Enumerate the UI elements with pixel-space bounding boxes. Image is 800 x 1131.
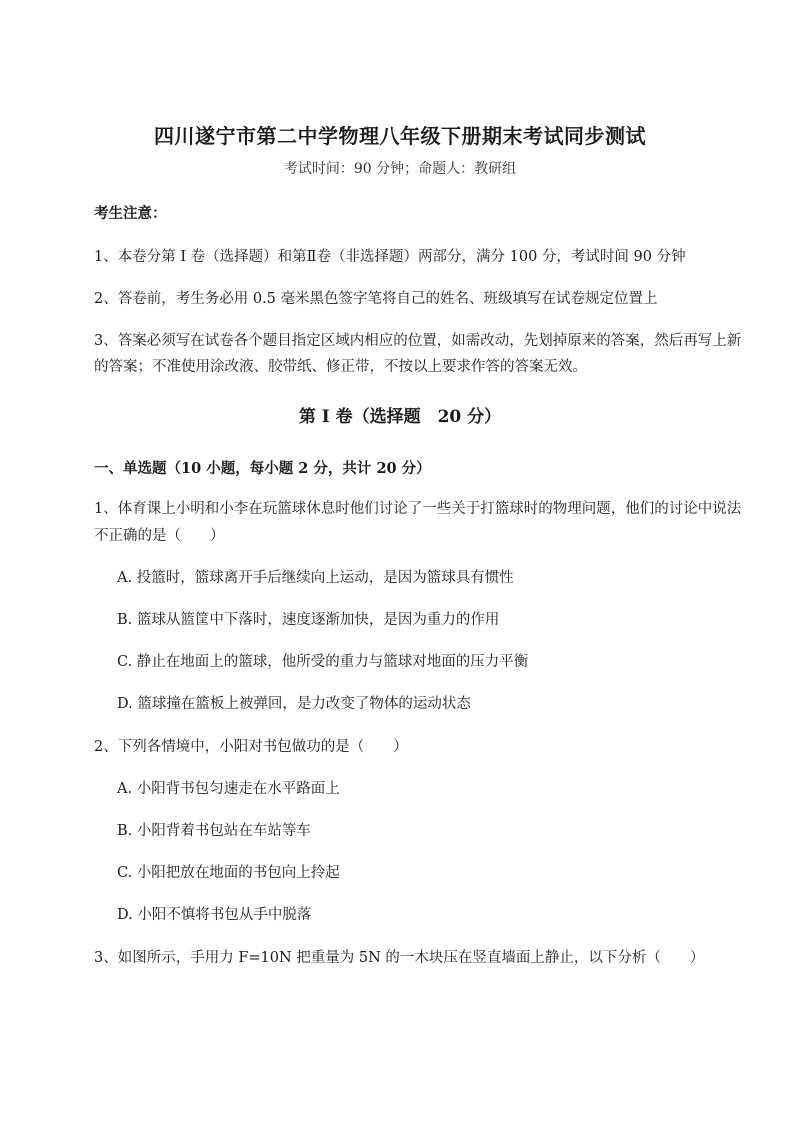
question-1-stem: 1、体育课上小明和小李在玩篮球休息时他们讨论了一些关于打篮球时的物理问题，他们的讨论中说法 <box>94 501 742 517</box>
question-1-option-a[interactable]: A. 投篮时，篮球离开手后继续向上运动，是因为篮球具有惯性 <box>117 570 514 586</box>
notice-item-1: 1、本卷分第 I 卷（选择题）和第Ⅱ卷（非选择题）两部分，满分 100 分，考试时间 90 分钟 <box>94 249 686 265</box>
question-2-option-a[interactable]: A. 小阳背书包匀速走在水平路面上 <box>117 781 340 797</box>
question-2-option-c[interactable]: C. 小阳把放在地面的书包向上拎起 <box>117 865 340 881</box>
question-1-option-b[interactable]: B. 篮球从篮筐中下落时，速度逐渐加快，是因为重力的作用 <box>117 612 500 628</box>
exam-title: 四川遂宁市第二中学物理八年级下册期末考试同步测试 <box>154 124 646 148</box>
question-1-stem-cont: 不正确的是（ ） <box>94 528 225 544</box>
question-3-stem: 3、如图所示，手用力 F=10N 把重量为 5N 的一木块压在竖直墙面上静止，以下分析（ ） <box>94 950 705 966</box>
question-1-option-c[interactable]: C. 静止在地面上的篮球，他所受的重力与篮球对地面的压力平衡 <box>117 654 529 670</box>
part-heading: 一、单选题（10 小题，每小题 2 分，共计 20 分） <box>94 460 431 477</box>
notice-item-2: 2、答卷前，考生务必用 0.5 毫米黑色签字笔将自己的姓名、班级填写在试卷规定位置上 <box>94 291 658 307</box>
exam-subtitle: 考试时间：90 分钟；命题人：教研组 <box>283 161 517 177</box>
notice-item-3-cont: 的答案；不准使用涂改液、胶带纸、修正带，不按以上要求作答的答案无效。 <box>94 359 587 375</box>
section-title: 第 I 卷（选择题 20 分） <box>298 407 502 427</box>
question-2-option-b[interactable]: B. 小阳背着书包站在车站等车 <box>117 823 311 839</box>
notice-heading: 考生注意： <box>94 205 167 222</box>
question-1-option-d[interactable]: D. 篮球撞在篮板上被弹回，是力改变了物体的运动状态 <box>117 696 471 712</box>
notice-item-3: 3、答案必须写在试卷各个题目指定区域内相应的位置，如需改动，先划掉原来的答案，然后再写上新 <box>94 333 742 349</box>
question-2-option-d[interactable]: D. 小阳不慎将书包从手中脱落 <box>117 907 312 923</box>
question-2-stem: 2、下列各情境中，小阳对书包做功的是（ ） <box>94 739 408 755</box>
